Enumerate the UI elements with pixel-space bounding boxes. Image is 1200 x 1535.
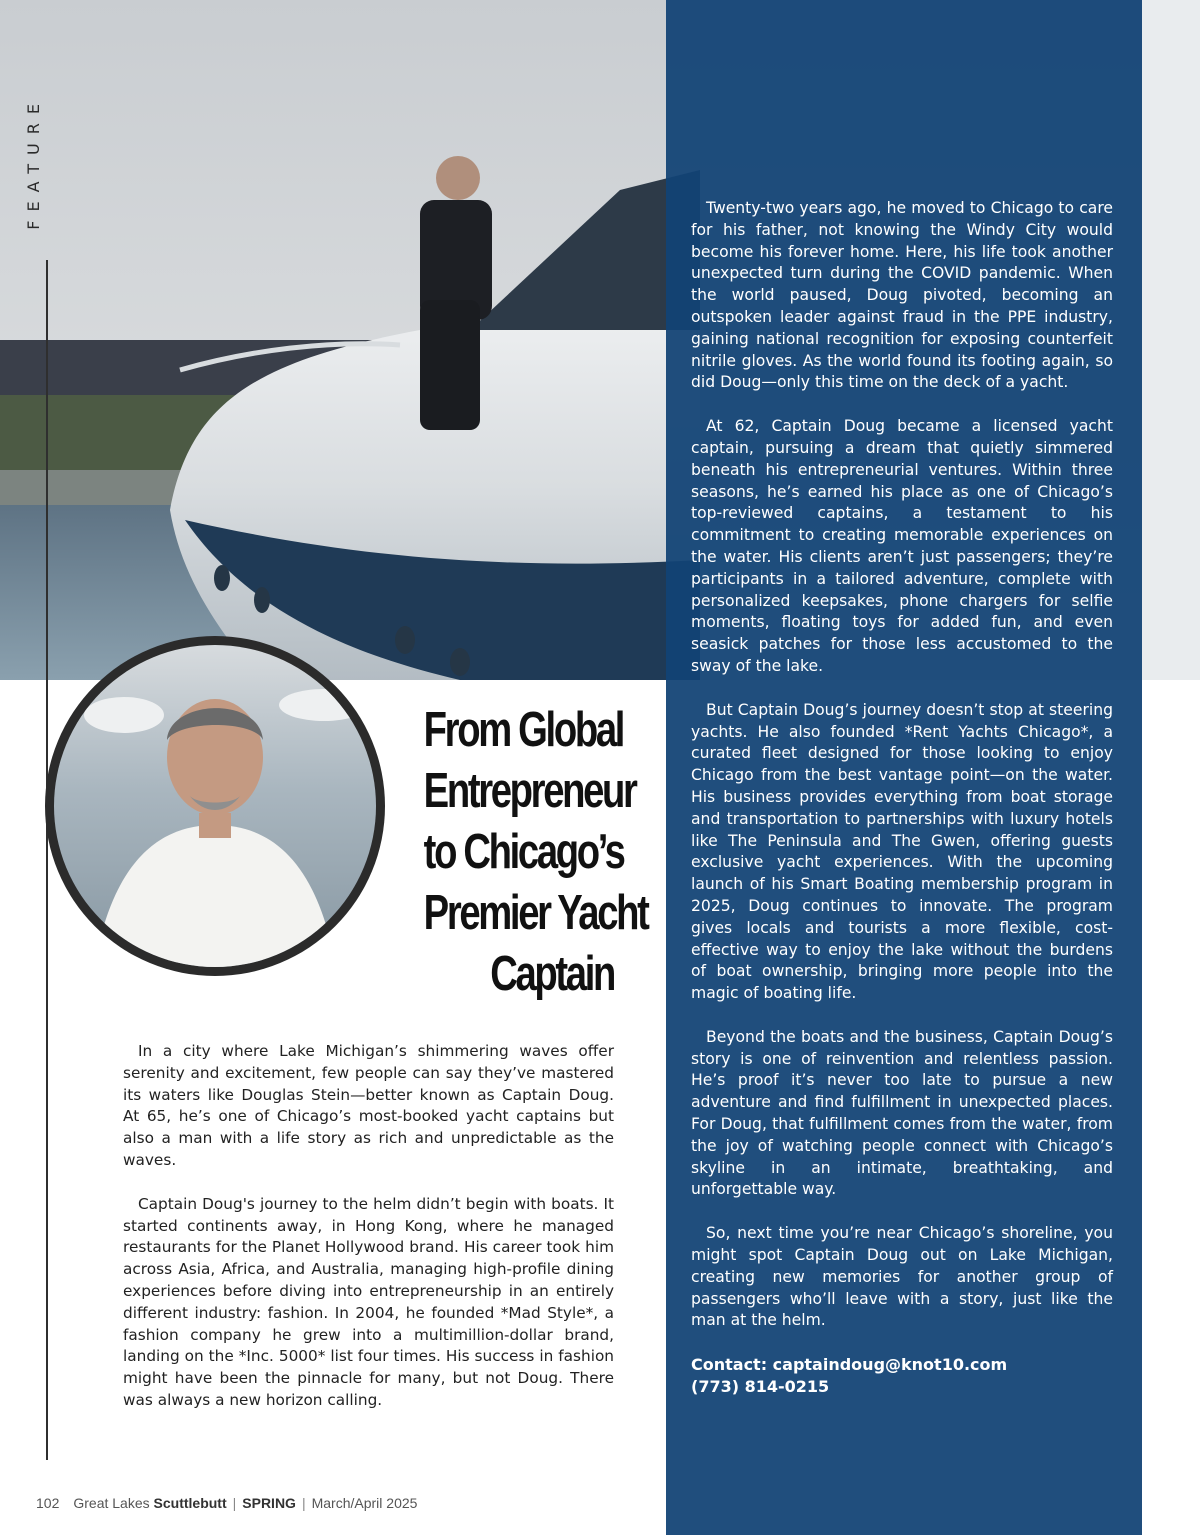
headline-line-3: to Chicago’s <box>423 825 624 879</box>
headline-line-4: Premier Yacht <box>423 886 648 940</box>
intro-paragraph-1: In a city where Lake Michigan’s shimmering waves offer serenity and excitement, few people can say they’ve mastered its waters like Douglas Stein—better known as Captain Doug. At 65, he’s one of Chicago’s most-booked yacht captains but also a man with a life story as rich and unpredictable as the waves. <box>123 1042 614 1169</box>
magazine-name-bold: Scuttlebutt <box>153 1495 227 1511</box>
portrait-photo <box>45 636 385 976</box>
left-vertical-rule <box>46 260 48 1460</box>
issue-date: March/April 2025 <box>311 1495 418 1511</box>
intro-paragraph-2: Captain Doug's journey to the helm didn’t begin with boats. It started continents away, in Hong Kong, where he managed restaurants for the Planet Hollywood brand. His career took him across Asia, Africa, and Australia, managing high-profile dining experiences before diving into entrepreneurship in an entirely different industry: fashion. In 2004, he founded *Mad Style*, a fashion company he grew into a multimillion-dollar brand, landing on the *Inc. 5000* list four times. His success in fashion might have been the pinnacle for many, but not Doug. There was always a new horizon calling. <box>123 1194 614 1409</box>
right-paragraph-5: So, next time you’re near Chicago’s shoreline, you might spot Captain Doug out on Lake Michigan, creating new memories for another group of passengers who’ll leave with a story, just like the man at the helm. <box>691 1224 1113 1330</box>
contact-email[interactable]: Contact: captaindoug@knot10.com <box>691 1355 1008 1375</box>
headline-line-1: From Global <box>423 703 624 757</box>
section-label <box>24 95 64 230</box>
headline-line-2: Entrepreneur <box>423 764 636 818</box>
right-paragraph-3: But Captain Doug’s journey doesn’t stop at steering yachts. He also founded *Rent Yachts Chicago*, a curated fleet designed for those looking to enjoy Chicago from the best vantage point—on the water. His business provides everything from boat storage and transportation to partnerships with luxury hotels like The Peninsula and The Gwen, offering guests exclusive yacht experiences. With the upcoming launch of his Smart Boating membership program in 2025, Doug continues to innovate. The program gives locals and tourists a more flexible, cost-effective way to enjoy the lake without the burdens of boat ownership, bringing more people into the magic of boating life. <box>691 700 1113 1003</box>
right-column-article <box>691 198 1113 1398</box>
right-paragraph-4: Beyond the boats and the business, Captain Doug’s story is one of reinvention and relentless passion. He’s proof it’s never too late to pursue a new adventure and find fulfillment in unexpected places. For Doug, that fulfillment comes from the water, from the joy of watching people connect with Chicago’s skyline in an intimate, breathtaking, and unforgettable way. <box>691 1027 1113 1199</box>
right-paragraph-1: Twenty-two years ago, he moved to Chicago to care for his father, not knowing the Windy City would become his forever home. Here, his life took another unexpected turn during the COVID pandemic. When the world paused, Doug pivoted, becoming an outspoken leader against fraud in the PPE industry, gaining national recognition for exposing counterfeit nitrile gloves. As the world found its footing again, so did Doug—only this time on the deck of a yacht. <box>691 199 1113 392</box>
magazine-name-prefix: Great Lakes <box>73 1495 154 1511</box>
left-column-article <box>123 1041 614 1434</box>
article-headline <box>423 700 648 1005</box>
contact-block <box>691 1354 1113 1398</box>
right-paragraph-2: At 62, Captain Doug became a licensed yacht captain, pursuing a dream that quietly simmered beneath his entrepreneurial ventures. Within three seasons, he’s earned his place as one of Chicago’s top-reviewed captains, a testament to his commitment to creating memorable experiences on the water. His clients aren’t just passengers; they’re participants in a tailored adventure, complete with personalized keepsakes, phone chargers for selfie moments, floating toys for added fun, and even seasick patches for those less accustomed to the sway of the lake. <box>691 417 1113 675</box>
contact-phone[interactable]: (773) 814-0215 <box>691 1377 830 1397</box>
footer-separator-2: | <box>301 1495 306 1511</box>
page-footer <box>36 1495 417 1511</box>
issue-season: SPRING <box>242 1495 296 1511</box>
headline-line-5: Captain <box>490 947 614 1001</box>
footer-separator-1: | <box>232 1495 237 1511</box>
page-number: 102 <box>36 1495 60 1511</box>
section-label-text: FEATURE <box>24 95 43 230</box>
